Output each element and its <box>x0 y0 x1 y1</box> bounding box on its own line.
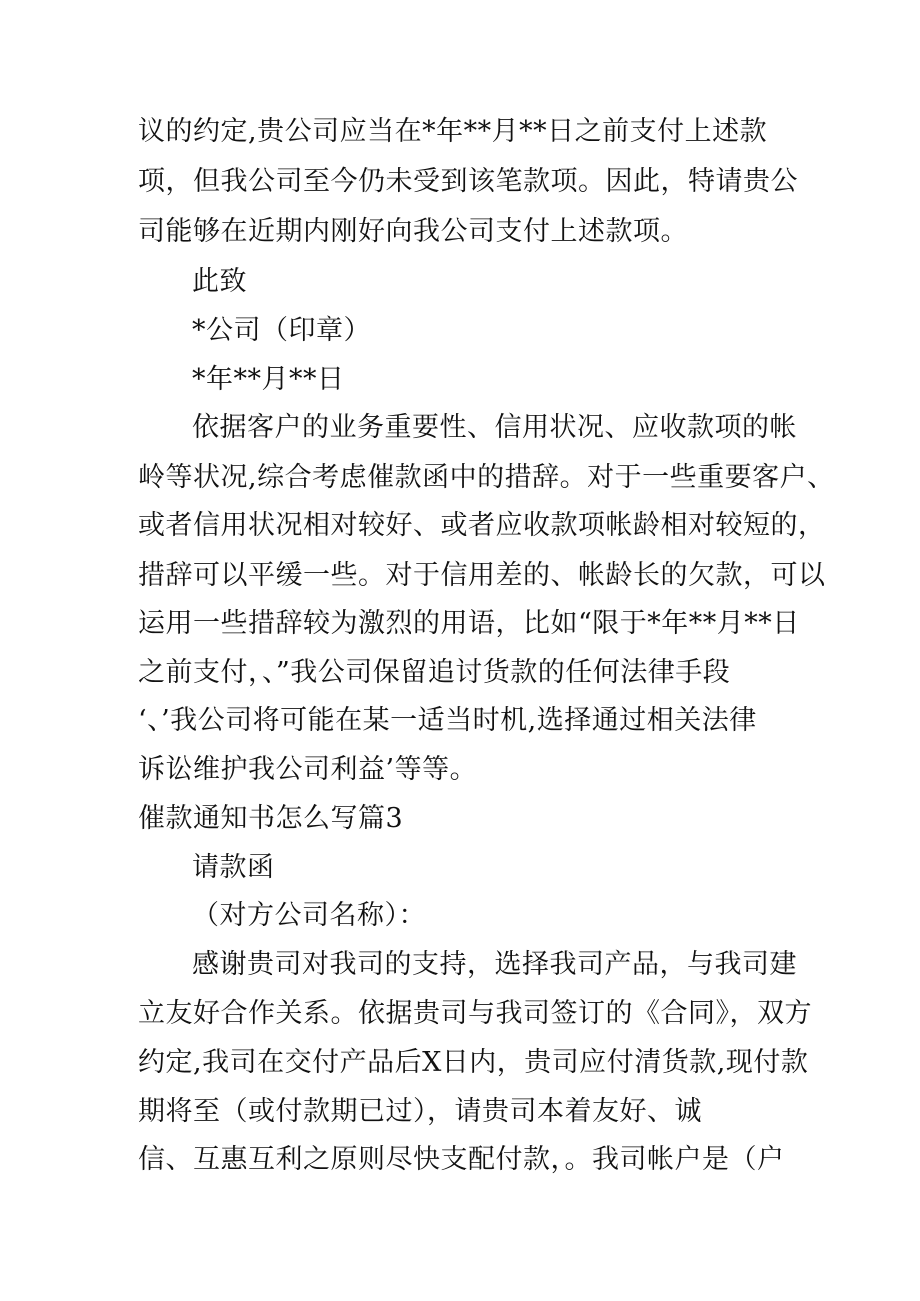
paragraph-line: 约定,我司在交付产品后X日内，贵司应付清货款,现付款 <box>138 1047 809 1078</box>
paragraph-line: 运用一些措辞较为激烈的用语，比如“限于*年**月**日 <box>138 608 800 639</box>
paragraph-line: 议的约定,贵公司应当在*年**月**日之前支付上述款 <box>138 116 768 147</box>
signature-date-line: *年**月**日 <box>192 364 345 395</box>
paragraph-line: 依据客户的业务重要性、信用状况、应收款项的帐 <box>192 412 797 443</box>
paragraph-line: 诉讼维护我公司利益’等等。 <box>138 754 478 785</box>
paragraph-line: 期将至（或付款期已过），请贵司本着友好、诚 <box>138 1096 702 1127</box>
recipient-line: （对方公司名称）： <box>192 900 426 931</box>
paragraph-line: 或者信用状况相对较好、或者应收款项帐龄相对较短的， <box>138 510 826 541</box>
paragraph-line: ‘、’我公司将可能在某一适当时机,选择通过相关法律 <box>138 705 757 736</box>
paragraph-line: 信、互惠互利之原则尽快支配付款，。我司帐户是（户 <box>138 1144 785 1175</box>
paragraph-line: 措辞可以平缓一些。对于信用差的、帐龄长的欠款，可以 <box>138 560 826 591</box>
paragraph-line: 岭等状况,综合考虑催款函中的措辞。对于一些重要客户、 <box>138 462 835 493</box>
letter-title: 请款函 <box>192 852 275 883</box>
signature-company-line: *公司（印章） <box>192 315 371 346</box>
paragraph-line: 之前支付，、”我公司保留追讨货款的任何法律手段 <box>138 657 731 688</box>
paragraph-line: 感谢贵司对我司的支持，选择我司产品，与我司建 <box>192 949 797 980</box>
paragraph-line: 立友好合作关系。依据贵司与我司签订的《合同》，双方 <box>138 998 812 1029</box>
section-heading: 催款通知书怎么写篇3 <box>138 803 404 834</box>
paragraph-line: 司能够在近期内刚好向我公司支付上述款项。 <box>138 216 688 247</box>
paragraph-line: 项，但我公司至今仍未受到该笔款项。因此，特请贵公 <box>138 166 798 197</box>
salutation-line: 此致 <box>192 266 247 297</box>
